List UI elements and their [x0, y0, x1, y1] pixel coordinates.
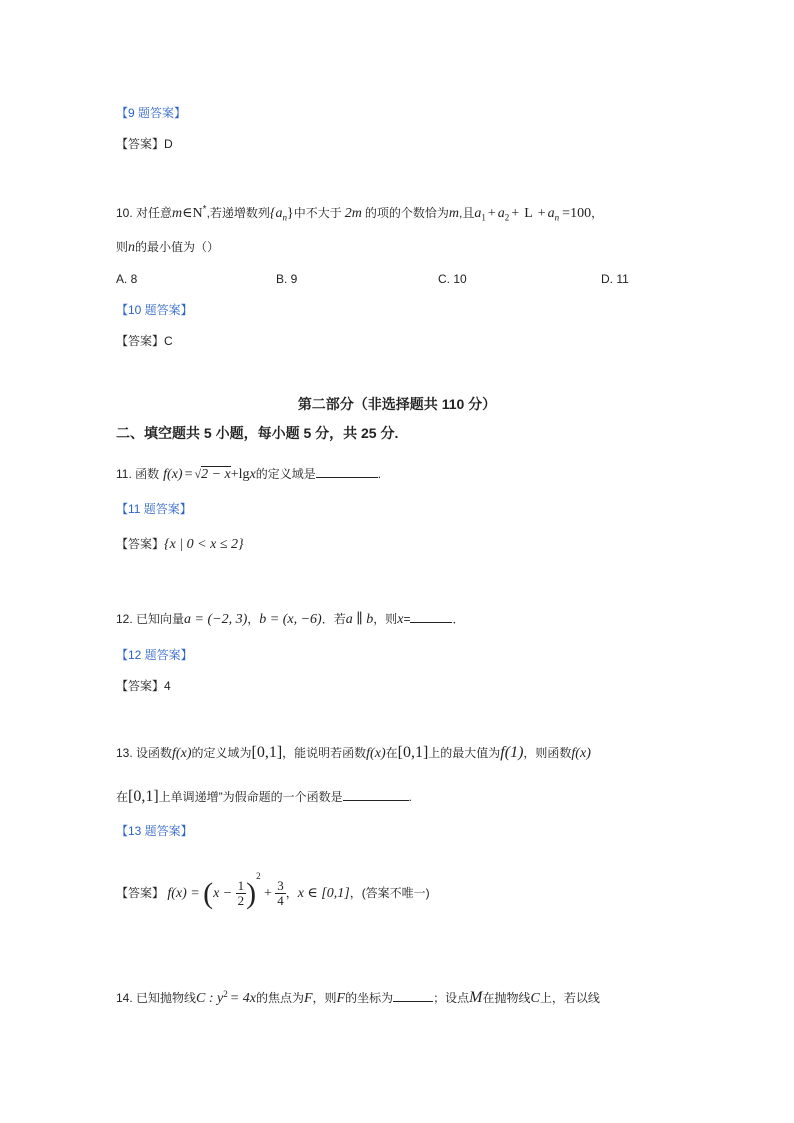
q13-answer-note: ，(答案不唯一)	[349, 886, 430, 900]
q12-answer	[116, 677, 171, 695]
q10-option-b: B. 9	[276, 272, 298, 286]
q14-text: ，则	[312, 991, 337, 1005]
q14-math: F	[336, 991, 346, 1006]
q10-text: 中不大于	[293, 206, 342, 220]
q13-stem-line1	[116, 744, 591, 763]
q10-tag-label: 【10 题答案】	[116, 303, 193, 317]
q11-answer-blank[interactable]	[316, 465, 378, 478]
q12-tag-label: 【12 题答案】	[116, 648, 193, 662]
q11-answer-tag	[116, 500, 192, 518]
q14-math: C : y	[196, 991, 224, 1006]
q13-tag-label: 【13 题答案】	[116, 824, 193, 838]
q13-frac-half	[236, 879, 247, 908]
q12-vector-b: b = (x, −6)	[259, 612, 322, 627]
q14-text: 的坐标为	[345, 991, 394, 1005]
q13-answer-text: ，	[285, 886, 298, 900]
q11-number: 11.	[116, 467, 132, 481]
q13-answer	[116, 854, 430, 910]
q10-math: *	[202, 204, 207, 215]
q13-text: 上的最大值为	[428, 746, 501, 760]
q10-math: {a	[269, 206, 283, 221]
q11-math: =	[184, 467, 193, 482]
q13-frac-den: 4	[277, 893, 284, 909]
q10-math: n	[554, 212, 560, 223]
q10-math: +	[537, 206, 546, 221]
q10-math: +	[487, 206, 496, 221]
q14-answer-blank[interactable]	[393, 989, 433, 1002]
q10-math: L	[524, 206, 533, 221]
q10-text: ,若递增数列	[206, 206, 270, 220]
q11-answer-prefix: 【答案】	[116, 537, 165, 551]
q11-text: .	[377, 467, 382, 481]
q10-text: 则	[116, 240, 129, 254]
q13-answer-math: x ∈ [0,1]	[297, 886, 350, 901]
q13-answer-blank[interactable]	[343, 788, 409, 801]
part2-title: 第二部分（非选择题共 110 分）	[297, 396, 497, 412]
q13-math: f(1)	[500, 744, 524, 761]
q10-option-d: D. 11	[601, 272, 629, 286]
q10-option-a: A. 8	[116, 272, 138, 286]
q14-math: F	[303, 991, 313, 1006]
part2-subtitle: 二、填空题共 5 小题，每小题 5 分，共 25 分.	[116, 425, 399, 441]
q13-answer-tag	[116, 822, 193, 840]
q11-math: x	[249, 467, 256, 482]
q13-answer-math: f(x) =	[167, 886, 200, 901]
q10-options	[116, 270, 676, 288]
q13-math: f(x)	[571, 746, 591, 761]
q13-math: [0,1]	[251, 744, 283, 761]
q13-answer-math: +	[263, 886, 272, 901]
q11-math: (x)	[167, 467, 183, 482]
q13-text: 上单调递增”为假命题的一个函数是	[158, 790, 343, 804]
q13-text: 设函数	[136, 746, 173, 760]
q13-frac-num: 1	[237, 878, 245, 894]
q10-number: 10.	[116, 206, 133, 220]
q12-answer-tag	[116, 646, 193, 664]
q13-answer-prefix: 【答案】	[116, 886, 165, 900]
q11-stem	[116, 465, 381, 484]
q10-answer-value: C	[164, 334, 173, 348]
q12-parallel: a ∥ b	[345, 612, 374, 627]
q11-tag-label: 【11 题答案】	[116, 502, 192, 516]
q12-stem	[116, 610, 464, 629]
q9-answer-value: D	[164, 137, 173, 151]
q13-text: ，能说明若函数	[282, 746, 367, 760]
q11-answer-value: {x | 0 < x ≤ 2}	[164, 537, 244, 552]
q10-text: ，	[591, 206, 604, 220]
q10-math: a	[497, 206, 505, 221]
q10-math: }	[287, 206, 294, 221]
q13-math: [0,1]	[397, 744, 429, 761]
q13-frac-three-quarters	[275, 879, 286, 908]
q9-answer	[116, 135, 173, 153]
q14-text: 在抛物线	[482, 991, 531, 1005]
q10-math: a	[547, 206, 555, 221]
q10-text: 的最小值为（）	[135, 240, 220, 254]
q13-text: .	[408, 790, 413, 804]
q10-math: a	[474, 206, 482, 221]
q12-text: =	[403, 612, 411, 626]
q12-vector-a: a = (−2, 3)	[184, 612, 248, 627]
q10-answer	[116, 332, 173, 350]
q13-frac-den: 2	[237, 893, 245, 909]
q11-text: 的定义域是	[255, 467, 316, 481]
q10-text: 的项的个数恰为	[364, 206, 449, 220]
q10-math: n	[128, 240, 136, 255]
q13-left-paren: (	[203, 876, 214, 910]
q13-right-paren: )	[246, 876, 257, 910]
q12-number: 12.	[116, 612, 133, 626]
q13-text: 在	[385, 746, 398, 760]
q12-answer-value: 4	[164, 679, 171, 693]
q14-text: 已知抛物线	[136, 991, 197, 1005]
q10-text: ,且	[459, 206, 475, 220]
q10-math: N	[192, 206, 203, 221]
q13-answer-exp: 2	[256, 871, 261, 881]
q14-math: M	[469, 989, 483, 1006]
q10-math: =100	[562, 206, 592, 221]
q10-math: ∈	[182, 206, 193, 221]
q14-math: = 4x	[229, 991, 256, 1006]
q11-sqrt-sign: √	[194, 467, 202, 481]
q10-math: 2m	[344, 206, 362, 221]
q11-math: +lg	[230, 467, 250, 482]
q13-number: 13.	[116, 746, 133, 760]
q12-answer-blank[interactable]	[410, 610, 452, 623]
q12-text: 已知向量	[136, 612, 185, 626]
q14-text: 的焦点为	[255, 991, 304, 1005]
q11-text: 函数	[135, 467, 160, 481]
q12-text: ，	[247, 612, 260, 626]
q13-math: f(x)	[172, 746, 192, 761]
q14-number: 14.	[116, 991, 133, 1005]
q10-math: m	[172, 206, 183, 221]
q10-answer-prefix: 【答案】	[116, 334, 165, 348]
q14-text: 上，若以线	[539, 991, 600, 1005]
q10-math: m	[448, 206, 460, 221]
q12-text: ，则	[373, 612, 398, 626]
q13-answer-math: x −	[213, 886, 233, 901]
q11-answer	[116, 535, 244, 554]
q10-math: +	[511, 206, 520, 221]
q11-math: f	[163, 467, 168, 482]
q10-stem-line1	[116, 201, 603, 226]
q11-radicand: 2 − x	[201, 467, 231, 482]
q9-answer-tag	[116, 104, 186, 122]
q12-text: ．若	[321, 612, 346, 626]
q13-text: ，则函数	[523, 746, 572, 760]
q10-answer-tag	[116, 301, 193, 319]
q13-text: 在	[116, 790, 129, 804]
q10-stem-line2	[116, 238, 219, 257]
q9-tag-label: 【9 题答案】	[116, 106, 187, 120]
q14-stem	[116, 985, 600, 1008]
q10-option-c: C. 10	[438, 272, 467, 286]
q10-math: n	[282, 212, 288, 223]
q13-math: [0,1]	[128, 788, 159, 805]
q10-math: 1	[481, 212, 486, 223]
q13-frac-num: 3	[277, 878, 284, 894]
q14-math: 2	[223, 989, 228, 999]
q14-text: ；设点	[433, 991, 470, 1005]
q10-math: 2	[504, 212, 510, 223]
q13-math: f(x)	[366, 746, 386, 761]
q10-text: 对任意	[136, 206, 173, 220]
q9-answer-prefix: 【答案】	[116, 137, 165, 151]
q12-text: ．	[452, 612, 465, 626]
q13-text: 的定义域为	[191, 746, 252, 760]
q13-stem-line2	[116, 788, 412, 806]
q12-math: x	[397, 612, 404, 627]
q12-answer-prefix: 【答案】	[116, 679, 165, 693]
q14-math: C	[530, 991, 540, 1006]
